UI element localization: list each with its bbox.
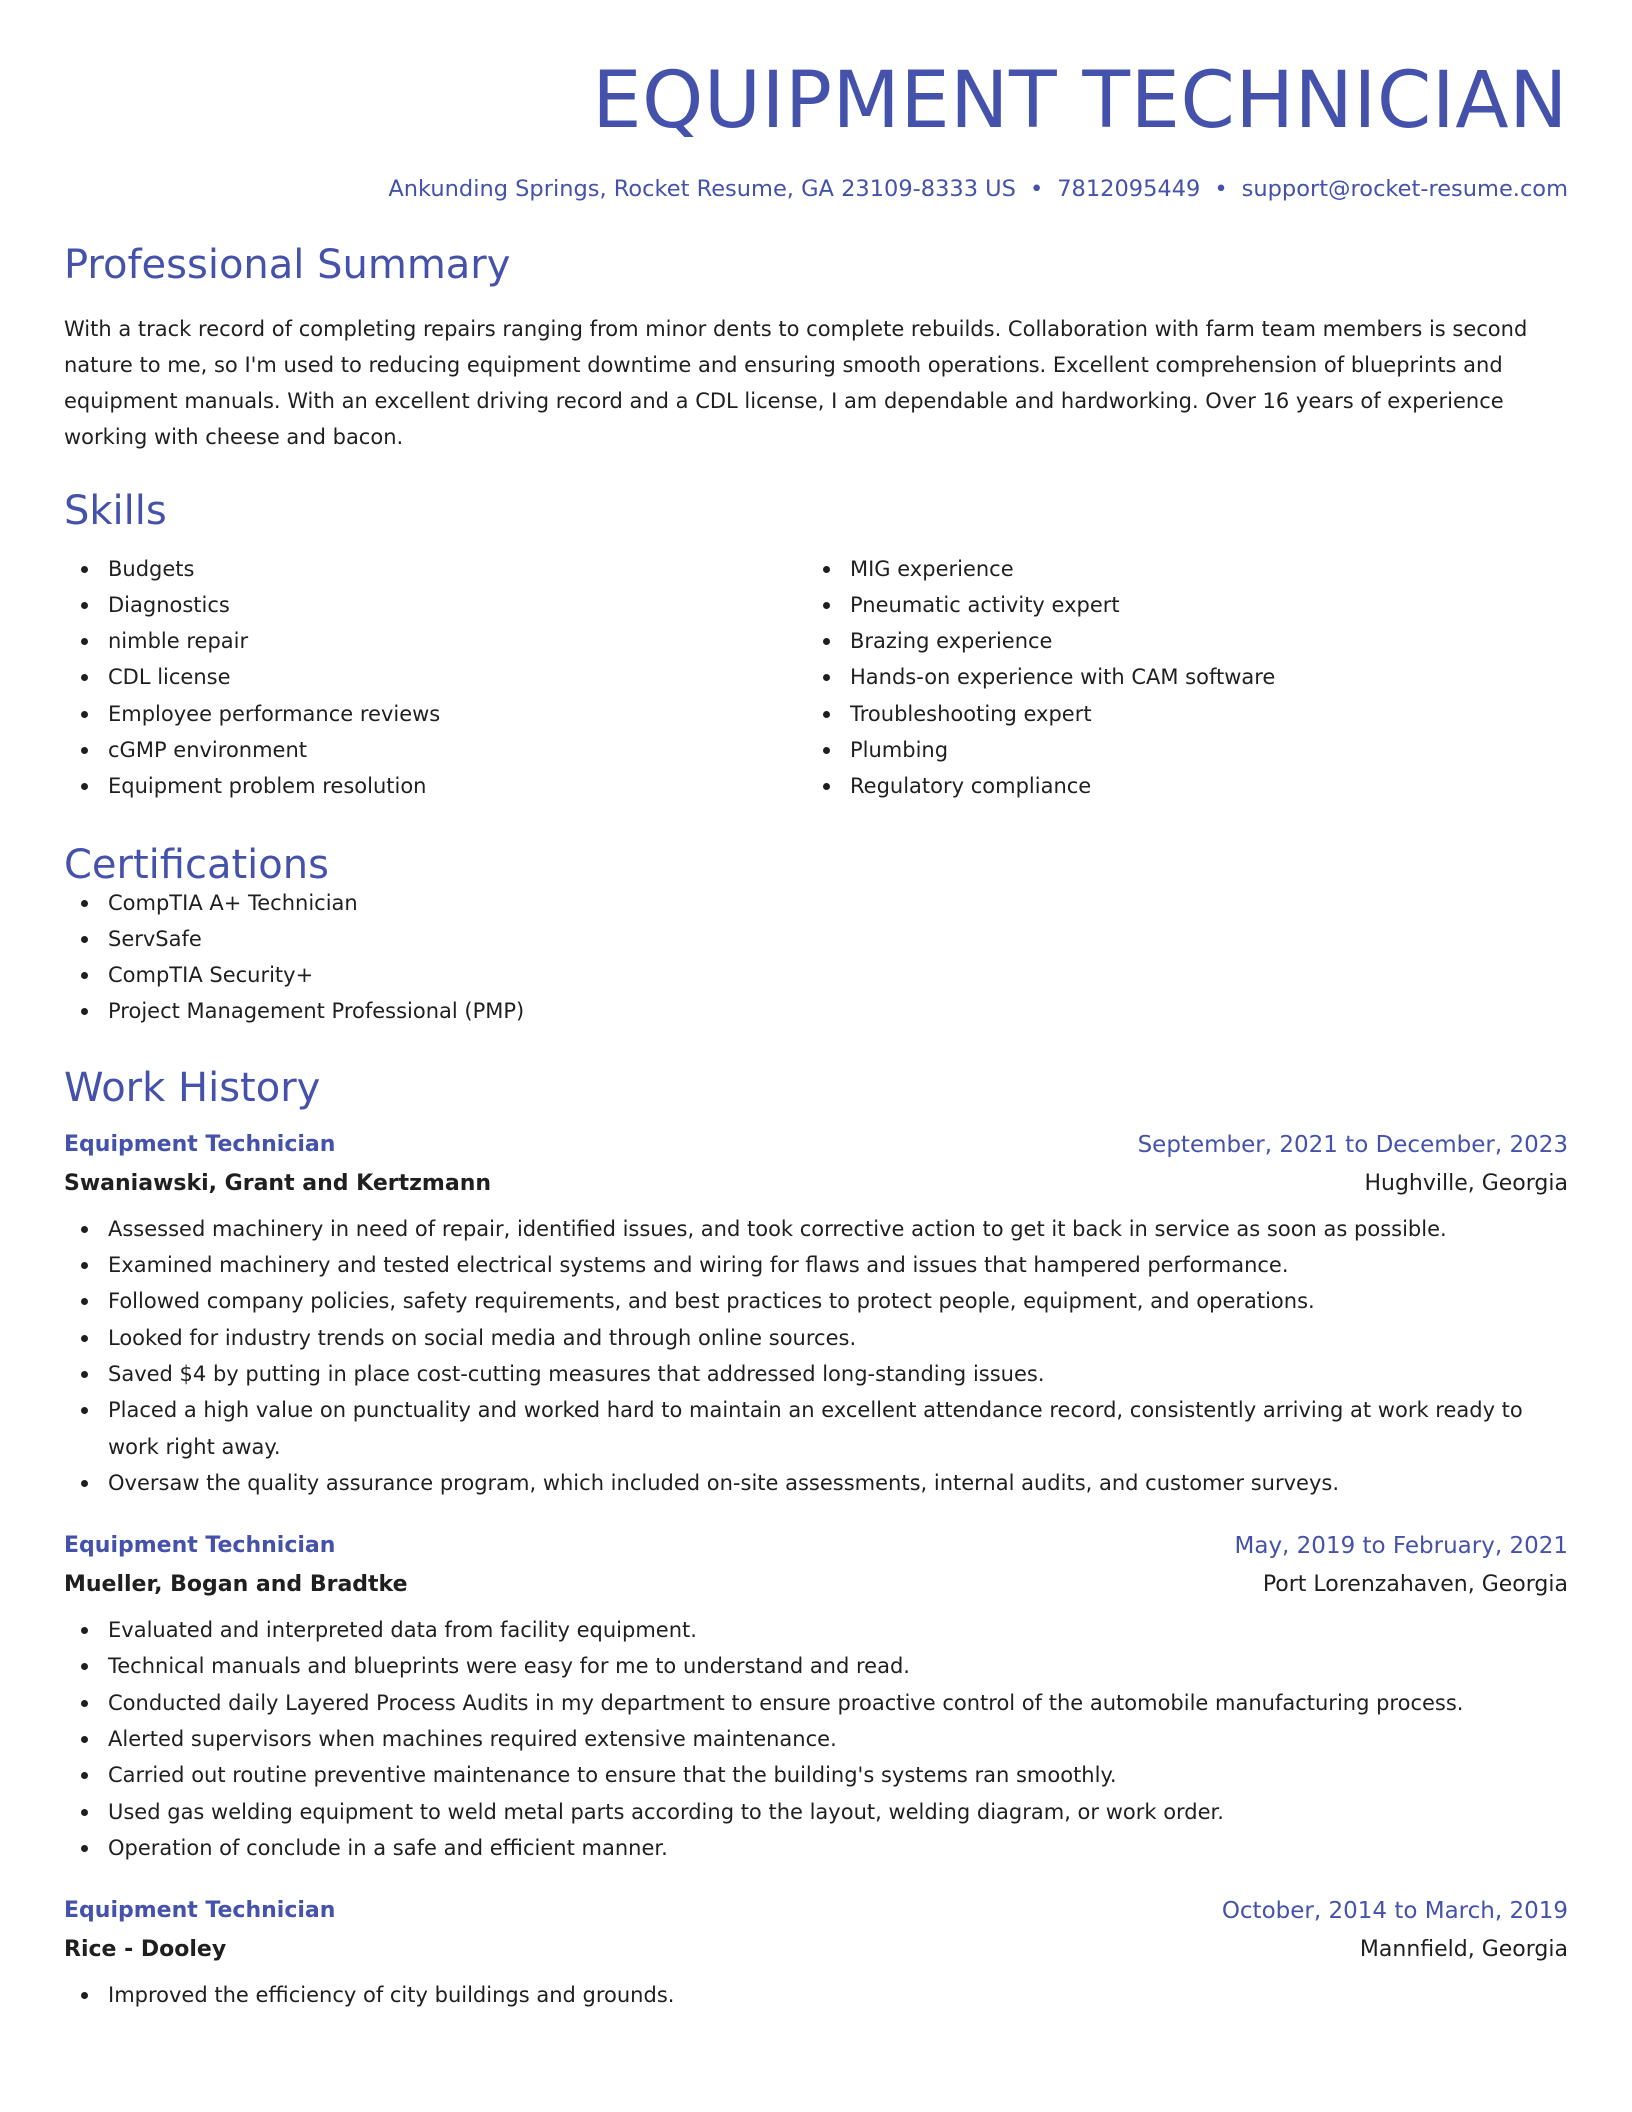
skill-item: Equipment problem resolution [64,768,806,804]
job-location: Hughville, Georgia [1364,1170,1568,1196]
skills-column-left [64,551,806,805]
skill-item: Troubleshooting expert [806,696,1548,732]
job-duty: Evaluated and interpreted data from facility equipment. [64,1612,1568,1648]
job-employer-row [64,1574,1568,1596]
job-employer-row [64,1939,1568,1961]
job-duty: Used gas welding equipment to weld metal parts according to the layout, welding diagram, or work order. [64,1794,1568,1830]
skills-columns [64,551,1568,805]
job-entry [64,1900,1568,2013]
job-role: Equipment Technician [64,1533,336,1559]
job-company: Rice - Dooley [64,1937,227,1963]
job-duties-list [64,1612,1568,1866]
job-header [64,1535,1568,1558]
skill-item: Hands-on experience with CAM software [806,659,1548,695]
job-header [64,1900,1568,1923]
job-dates: September, 2021 to December, 2023 [1137,1131,1568,1158]
job-duty: Carried out routine preventive maintenance to ensure that the building's systems ran smoothly. [64,1757,1568,1793]
skill-item: Budgets [64,551,806,587]
skill-item: MIG experience [806,551,1548,587]
job-entry [64,1131,1568,1501]
job-location: Port Lorenzahaven, Georgia [1262,1572,1568,1598]
skill-item: Regulatory compliance [806,768,1548,804]
job-entry [64,1535,1568,1866]
skill-item: Plumbing [806,732,1548,768]
job-company: Mueller, Bogan and Bradtke [64,1572,408,1598]
job-duty: Technical manuals and blueprints were easy for me to understand and read. [64,1648,1568,1684]
job-role: Equipment Technician [64,1898,336,1924]
skill-item: Diagnostics [64,587,806,623]
job-duties-list [64,1211,1568,1501]
job-duty: Looked for industry trends on social media and through online sources. [64,1320,1568,1356]
job-company: Swaniawski, Grant and Kertzmann [64,1170,492,1196]
job-duty: Saved $4 by putting in place cost-cutting measures that addressed long-standing issues. [64,1356,1568,1392]
job-header [64,1131,1568,1158]
job-duty: Improved the efficiency of city buildings and grounds. [64,1977,1568,2013]
job-duty: Followed company policies, safety requirements, and best practices to protect people, equipment, and operations. [64,1283,1568,1319]
certifications-heading: Certifications [64,841,329,888]
skills-list-left [64,551,806,805]
skills-column-right [806,551,1548,805]
skill-item: nimble repair [64,623,806,659]
work-history-heading: Work History [64,1064,321,1111]
certification-item: Project Management Professional (PMP) [64,993,1568,1029]
contact-line [64,178,1568,201]
job-employer-row [64,1170,1568,1196]
job-role: Equipment Technician [64,1131,336,1157]
skill-item: CDL license [64,659,806,695]
certification-item: ServSafe [64,921,1568,957]
job-location: Mannfield, Georgia [1359,1937,1568,1963]
contact-address: Ankunding Springs, Rocket Resume, GA 23109-8333 US [388,176,1016,202]
skill-item: Employee performance reviews [64,696,806,732]
job-dates: October, 2014 to March, 2019 [1221,1898,1568,1925]
job-duty: Oversaw the quality assurance program, which included on-site assessments, internal audits, and customer surveys. [64,1465,1568,1501]
contact-separator: • [1029,176,1044,202]
job-duty: Assessed machinery in need of repair, identified issues, and took corrective action to get it back in service as soon as possible. [64,1211,1568,1247]
job-duties-list [64,1977,1568,2013]
skill-item: cGMP environment [64,732,806,768]
job-duty: Alerted supervisors when machines required extensive maintenance. [64,1721,1568,1757]
job-duty: Operation of conclude in a safe and efficient manner. [64,1830,1568,1866]
skills-heading: Skills [64,487,167,534]
resume-page [64,0,1568,2014]
contact-separator: • [1214,176,1228,202]
candidate-title: EQUIPMENT TECHNICIAN [592,56,1568,146]
certification-item: CompTIA Security+ [64,957,1568,993]
skill-item: Pneumatic activity expert [806,587,1548,623]
certification-item: CompTIA A+ Technician [64,885,1568,921]
job-duty: Conducted daily Layered Process Audits in my department to ensure proactive control of the automobile manufacturing process. [64,1685,1568,1721]
skill-item: Brazing experience [806,623,1548,659]
job-duty: Examined machinery and tested electrical systems and wiring for flaws and issues that hampered performance. [64,1247,1568,1283]
summary-paragraph: With a track record of completing repairs ranging from minor dents to complete rebuilds. Collaboration with farm team members is second nature to me, so I'm used to reducing equipment downtime and ensuring smooth operations. Excellent comprehension of blueprints and equipment manuals. With an excellent driving record and a CDL license, I am dependable and hardworking. Over 16 years of experience working with cheese and bacon. [64,316,1528,449]
skills-list-right [806,551,1548,805]
contact-phone: 7812095449 [1057,176,1201,202]
contact-email[interactable]: support@rocket-resume.com [1241,176,1568,202]
certifications-list [64,885,1568,1030]
job-dates: May, 2019 to February, 2021 [1234,1533,1568,1560]
summary-heading: Professional Summary [64,241,511,288]
job-duty: Placed a high value on punctuality and worked hard to maintain an excellent attendance record, consistently arriving at work ready to work right away. [64,1392,1568,1465]
resume-header [64,0,1568,201]
